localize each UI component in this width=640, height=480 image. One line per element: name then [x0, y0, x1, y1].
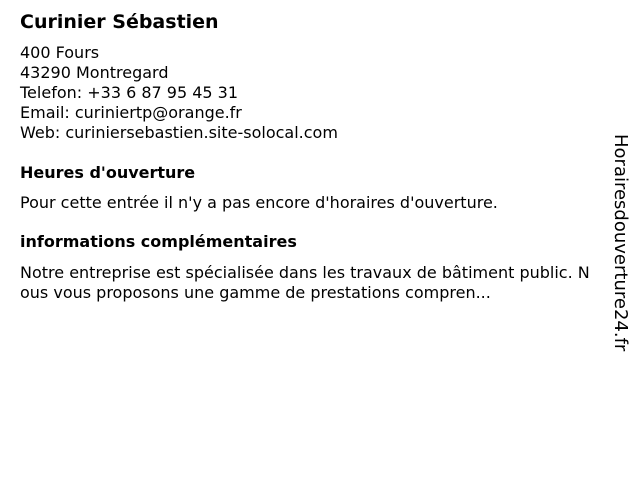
web-line: Web: curiniersebastien.site-solocal.com — [20, 123, 338, 142]
business-name: Curinier Sébastien — [20, 11, 219, 33]
street-address: 400 Fours — [20, 43, 100, 62]
hours-heading: Heures d'ouverture — [20, 163, 196, 182]
email-line: Email: curiniertp@orange.fr — [20, 103, 242, 122]
info-text: Notre entreprise est spécialisée dans les travaux de bâtiment public. Nous vous proposons une gamme de prestations compren... — [20, 263, 590, 302]
hours-text: Pour cette entrée il n'y a pas encore d'horaires d'ouverture. — [20, 193, 498, 212]
phone-line: Telefon: +33 6 87 95 45 31 — [20, 83, 239, 102]
business-card — [20, 10, 595, 303]
info-heading: informations complémentaires — [20, 232, 297, 251]
city-address: 43290 Montregard — [20, 63, 169, 82]
contact-details — [20, 43, 595, 143]
site-watermark: Horairesdouverture24.fr — [610, 134, 631, 352]
